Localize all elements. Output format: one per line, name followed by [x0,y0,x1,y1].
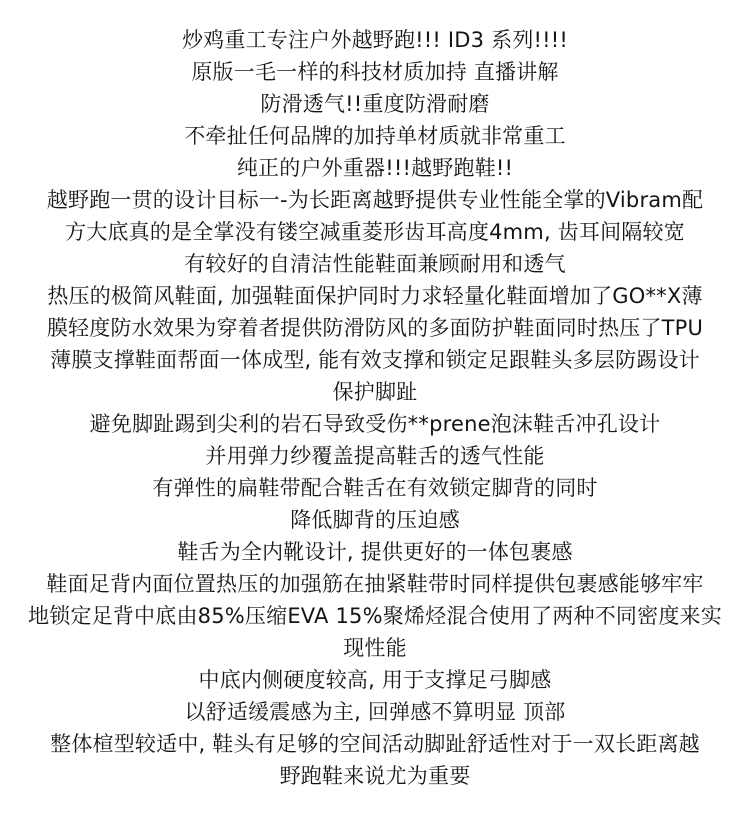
description-line: 原版一毛一样的科技材质加持 直播讲解 [191,60,559,84]
description-line: 防滑透气!!重度防滑耐磨 [260,92,490,116]
description-line: 膜轻度防水效果为穿着者提供防滑防风的多面防护鞋面同时热压了TPU [46,316,704,340]
description-line: 鞋舌为全内靴设计, 提供更好的一体包裹感 [177,540,573,564]
description-line: 保护脚趾 [332,380,418,404]
description-line: 薄膜支撑鞋面帮面一体成型, 能有效支撑和锁定足跟鞋头多层防踢设计 [50,348,700,372]
description-line: 野跑鞋来说尤为重要 [279,764,471,788]
description-line: 现性能 [343,636,407,660]
description-line: 并用弹力纱覆盖提高鞋舌的透气性能 [205,444,545,468]
description-line: 方大底真的是全掌没有镂空减重菱形齿耳高度4mm, 齿耳间隔较宽 [65,220,685,244]
description-line: 不牵扯任何品牌的加持单材质就非常重工 [184,124,566,148]
description-line: 有较好的自清洁性能鞋面兼顾耐用和透气 [184,252,566,276]
description-line: 整体楦型较适中, 鞋头有足够的空间活动脚趾舒适性对于一双长距离越 [50,732,700,756]
description-line: 地锁定足背中底由85%压缩EVA 15%聚烯烃混合使用了两种不同密度来实 [28,604,722,628]
description-line: 越野跑一贯的设计目标一-为长距离越野提供专业性能全掌的Vibram配 [46,188,704,212]
description-line: 热压的极简风鞋面, 加强鞋面保护同时力求轻量化鞋面增加了GO**X薄 [47,284,703,308]
description-line: 有弹性的扁鞋带配合鞋舌在有效锁定脚背的同时 [152,476,598,500]
description-line: 以舒适缓震感为主, 回弹感不算明显 顶部 [184,700,566,724]
description-line: 中底内侧硬度较高, 用于支撑足弓脚感 [198,668,552,692]
description-line: 避免脚趾踢到尖利的岩石导致受伤**prene泡沫鞋舌冲孔设计 [89,412,661,436]
description-line: 降低脚背的压迫感 [290,508,460,532]
description-line: 纯正的户外重器!!!越野跑鞋!! [236,156,514,180]
description-line: 鞋面足背内面位置热压的加强筋在抽紧鞋带时同样提供包裹感能够牢牢 [46,572,704,596]
product-description [0,24,750,792]
description-line: 炒鸡重工专注户外越野跑!!! ID3 系列!!!! [181,28,568,52]
